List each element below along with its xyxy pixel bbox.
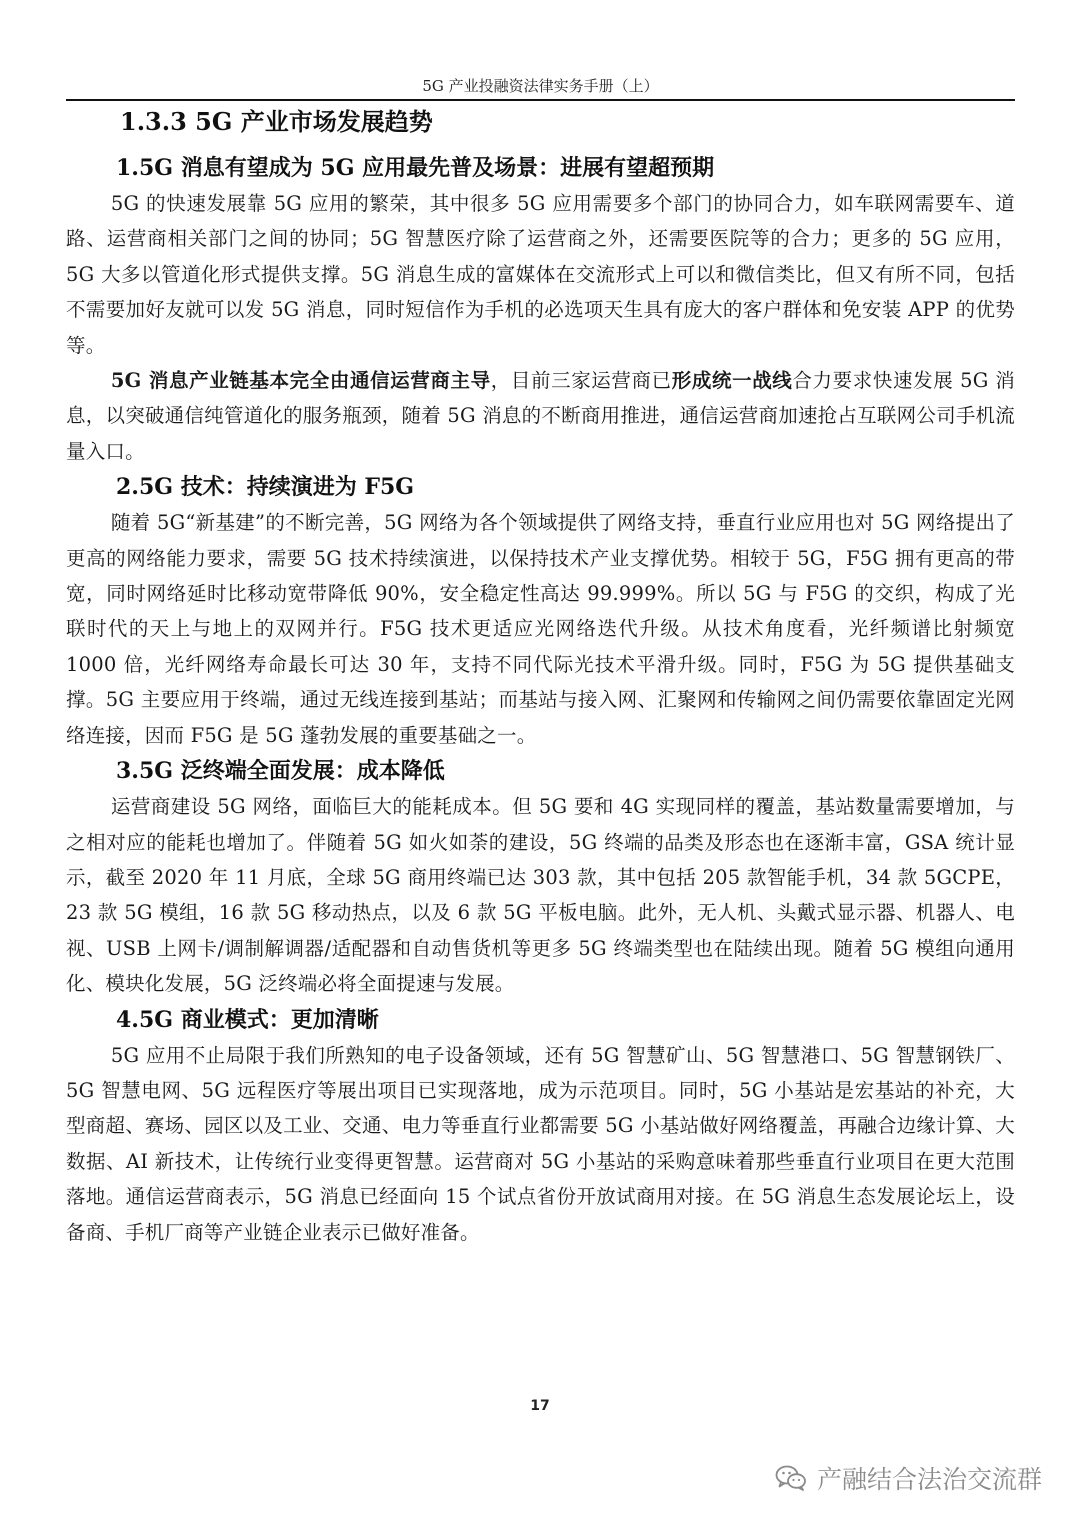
page-content	[66, 102, 1015, 1250]
paragraph-1-1: 5G 的快速发展靠 5G 应用的繁荣，其中很多 5G 应用需要多个部门的协同合力，如车联网需要车、道路、运营商相关部门之间的协同；5G 智慧医疗除了运营商之外，还需要医院等的合力；更多的 5G 应用，5G 大多以管道化形式提供支撑。5G 消息生成的富媒体在交流形式上可以和微信类比，但又有所不同，包括不需要加好友就可以发 5G 消息，同时短信作为手机的必选项天生具有庞大的客户群体和免安装 APP 的优势等。	[66, 192, 1015, 357]
bold-phrase-united-front: 形成统一战线	[671, 369, 793, 393]
paragraph-1-2	[66, 363, 1015, 469]
paragraph-3-1: 运营商建设 5G 网络，面临巨大的能耗成本。但 5G 要和 4G 实现同样的覆盖，基站数量需要增加，与之相对应的能耗也增加了。伴随着 5G 如火如荼的建设，5G 终端的品类及形态也在逐渐丰富，GSA 统计显示，截至 2020 年 11 月底，全球 5G 商用终端已达 303 款，其中包括 205 款智能手机，34 款 5GCPE，23 款 5G 模组，16 款 5G 移动热点，以及 6 款 5G 平板电脑。此外，无人机、头戴式显示器、机器人、电视、USB 上网卡/调制解调器/适配器和自动售货机等更多 5G 终端类型也在陆续出现。随着 5G 模组向通用化、模块化发展，5G 泛终端必将全面提速与发展。	[66, 795, 1015, 996]
watermark-text: 产融结合法治交流群	[816, 1465, 1042, 1494]
bold-phrase-operator-led: 5G 消息产业链基本完全由通信运营商主导	[110, 369, 491, 393]
subsection-title-4: 4.5G 商业模式：更加清晰	[116, 1006, 379, 1033]
subsection-title-1: 1.5G 消息有望成为 5G 应用最先普及场景：进展有望超预期	[116, 155, 715, 181]
paragraph-1-2-text-a: ，目前三家运营商已	[490, 369, 672, 393]
page-number: 17	[530, 1398, 550, 1414]
running-header: 5G 产业投融资法律实务手册（上）	[422, 77, 659, 95]
paragraph-4-1: 5G 应用不止局限于我们所熟知的电子设备领域，还有 5G 智慧矿山、5G 智慧港口、5G 智慧钢铁厂、5G 智慧电网、5G 远程医疗等展出项目已实现落地，成为示范项目。同时，5G 小基站是宏基站的补充，大型商超、赛场、园区以及工业、交通、电力等垂直行业都需要 5G 小基站做好网络覆盖，再融合边缘计算、大数据、AI 新技术，让传统行业变得更智慧。运营商对 5G 小基站的采购意味着那些垂直行业项目在更大范围落地。通信运营商表示，5G 消息已经面向 15 个试点省份开放试商用对接。在 5G 消息生态发展论坛上，设备商、手机厂商等产业链企业表示已做好准备。	[66, 1043, 1015, 1244]
watermark	[775, 1460, 1042, 1496]
wechat-icon	[775, 1464, 807, 1492]
subsection-title-3: 3.5G 泛终端全面发展：成本降低	[116, 758, 445, 785]
subsection-title-2: 2.5G 技术：持续演进为 F5G	[116, 474, 415, 501]
header-rule	[66, 99, 1015, 101]
paragraph-2-1: 随着 5G“新基建”的不断完善，5G 网络为各个领域提供了网络支持，垂直行业应用也对 5G 网络提出了更高的网络能力要求，需要 5G 技术持续演进，以保持技术产业支撑优势。相较于 5G，F5G 拥有更高的带宽，同时网络延时比移动宽带降低 90%，安全稳定性高达 99.999%。所以 5G 与 F5G 的交织，构成了光联时代的天上与地上的双网并行。F5G 技术更适应光网络迭代升级。从技术角度看，光纤频谱比射频宽 1000 倍，光纤网络寿命最长可达 30 年，支持不同代际光技术平滑升级。同时，F5G 为 5G 提供基础支撑。5G 主要应用于终端，通过无线连接到基站；而基站与接入网、汇聚网和传输网之间仍需要依靠固定光网络连接，因而 F5G 是 5G 蓬勃发展的重要基础之一。	[66, 511, 1015, 747]
paragraph-1-2-text-b: 合力要求快速发展 5G 消息，以突破通信纯管道化的服务瓶颈，随着 5G 消息的不断商用推进，通信运营商加速抢占互联网公司手机流量入口。	[66, 369, 1016, 463]
section-title: 1.3.3 5G 产业市场发展趋势	[120, 107, 433, 136]
